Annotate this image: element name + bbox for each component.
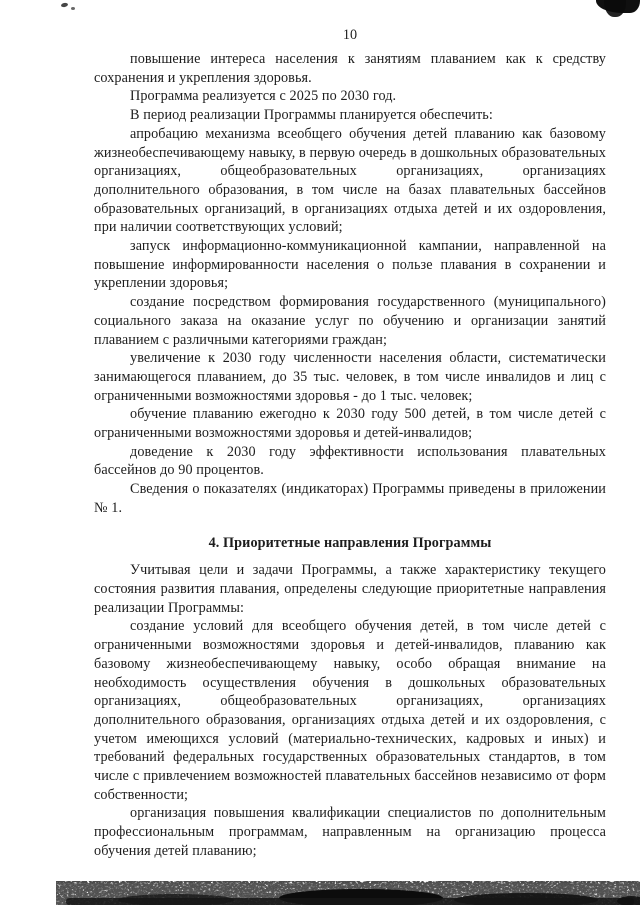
section-heading: 4. Приоритетные направления Программы bbox=[208, 534, 492, 551]
paragraph: увеличение к 2030 году численности населения области, систематически занимающегося плаванием, до 35 тыс. человек, в том числе инвалидов и лиц с ограниченными возможностями здоровья - до 1 тыс. человек; bbox=[94, 350, 606, 404]
scan-artifact-bottom-noise-band bbox=[56, 881, 640, 905]
noise-band-svg bbox=[56, 881, 640, 905]
scan-artifact-top-right-blob bbox=[604, 0, 626, 17]
paragraph: апробацию механизма всеобщего обучения детей плаванию как базовому жизнеобеспечивающему навыку, в первую очередь в дошкольных образовательных организациях, общеобразовательных организациях, организациях дополнительного образования, в том числе на базах плавательных бассейнов образовательных организаций, в организациях отдыха детей и их оздоровления, при наличии соответствующих условий; bbox=[94, 125, 606, 236]
paragraph: запуск информационно-коммуникационной кампании, направленной на повышение информированности населения о пользе плавания в сохранении и укреплении здоровья; bbox=[94, 238, 606, 292]
paragraph: Сведения о показателях (индикаторах) Программы приведены в приложении № 1. bbox=[94, 481, 606, 516]
scan-artifact-top-left-speck bbox=[61, 2, 69, 7]
paragraph: организация повышения квалификации специалистов по дополнительным профессиональным программам, направленным на организацию процесса обучения детей плаванию; bbox=[94, 805, 606, 859]
document-body bbox=[94, 50, 606, 861]
paragraph: создание условий для всеобщего обучения детей, в том числе детей с ограниченными возможностями здоровья и детей-инвалидов, плаванию как базовому жизнеобеспечивающему навыку, особо обращая внимание на необходимость осуществления обучения в дошкольных образовательных организациях, общеобразовательных организациях, организациях дополнительного образования, организациях отдыха детей и их оздоровления, с учетом имеющихся условий (материально-технических, кадровых и иных) и требований федеральных государственных образовательных стандартов, в том числе с привлечением возможностей плавательных бассейнов независимо от форм собственности; bbox=[94, 618, 606, 803]
paragraph: Учитывая цели и задачи Программы, а также характеристику текущего состояния развития плавания, определены следующие приоритетные направления реализации Программы: bbox=[94, 562, 606, 616]
paragraph: В период реализации Программы планируется обеспечить: bbox=[130, 107, 493, 124]
scan-artifact-top-left-speck bbox=[71, 7, 75, 10]
paragraph: Программа реализуется с 2025 по 2030 год. bbox=[130, 88, 397, 105]
paragraph: доведение к 2030 году эффективности использования плавательных бассейнов до 90 процентов. bbox=[94, 443, 606, 479]
paragraph: обучение плаванию ежегодно к 2030 году 500 детей, в том числе детей с ограниченными возможностями здоровья и детей-инвалидов; bbox=[94, 406, 606, 442]
page-number: 10 bbox=[342, 27, 358, 43]
paragraph: создание посредством формирования государственного (муниципального) социального заказа на оказание услуг по обучению и организации занятий плаванием с различными категориями граждан; bbox=[94, 294, 606, 348]
paragraph: повышение интереса населения к занятиям плаванием как к средству сохранения и укрепления здоровья. bbox=[94, 51, 606, 86]
